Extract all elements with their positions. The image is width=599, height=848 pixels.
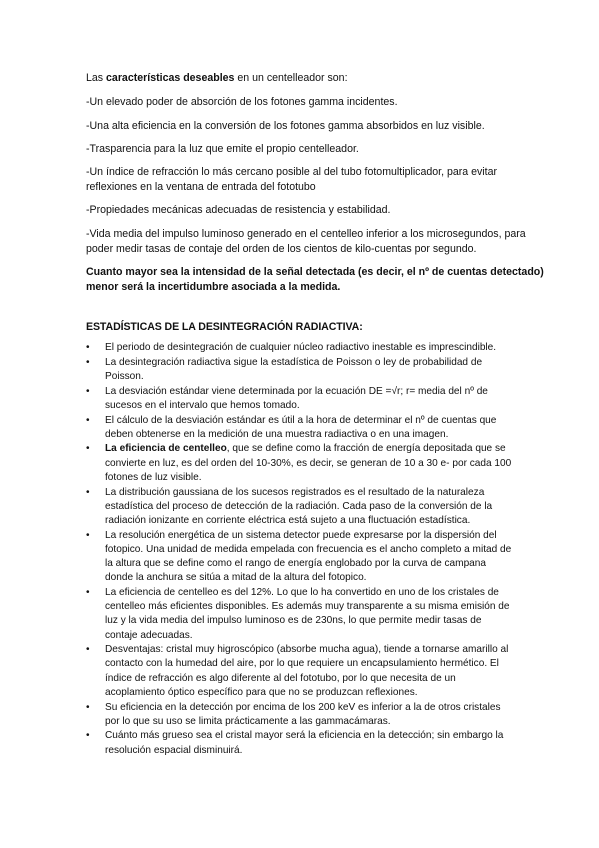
list-item xyxy=(86,586,526,643)
feature-line: -Propiedades mecánicas adecuadas de resistencia y estabilidad. xyxy=(86,204,391,216)
list-item-line: convierte en luz, es del orden del 10-30%, es decir, se generan de 10 a 30 e- por cada 100 xyxy=(105,457,512,469)
feature-efficiency xyxy=(86,119,518,134)
list-item-line: La desviación estándar viene determinada por la ecuación DE =√r; r= media del nº de xyxy=(105,385,488,397)
feature-refraction xyxy=(86,165,518,195)
list-item-line: contaje adecuadas. xyxy=(105,629,193,641)
bullet-icon: • xyxy=(86,356,90,368)
list-item-line: Su eficiencia en la detección por encima de los 200 keV es inferior a la de otros cristales xyxy=(105,701,501,713)
list-item-line: la altura que se define como el rango de energía englobado por la curva de campana xyxy=(105,558,487,570)
feature-line: poder medir tasas de contaje del orden de los cientos de kilo-cuentas por segundo. xyxy=(86,243,477,255)
feature-line: reflexiones en la ventana de entrada del fototubo xyxy=(86,181,316,193)
bullet-icon: • xyxy=(86,342,90,353)
intro-prefix: Las xyxy=(86,72,107,84)
list-item-line: Desventajas: cristal muy higroscópico (absorbe mucha agua), tiende a tornarse amarillo al xyxy=(105,644,509,656)
feature-line: -Un índice de refracción lo más cercano posible al del tubo fotomultiplicador, para evitar xyxy=(86,166,498,178)
list-item xyxy=(86,442,526,485)
list-item-line: fotones de luz visible. xyxy=(105,471,202,483)
bullet-icon: • xyxy=(86,730,90,742)
feature-line: -Trasparencia para la luz que emite el propio centelleador. xyxy=(86,143,359,155)
feature-line: -Vida media del impulso luminoso generado en el centelleo inferior a los microsegundos, para xyxy=(86,228,526,240)
bullet-icon: • xyxy=(86,644,90,656)
list-item-line: fotopico. Una unidad de medida empelada con frecuencia es el ancho completo a mitad de xyxy=(105,543,512,555)
list-item-line: luz y la vida media del impulso luminoso es de 230ns, lo que permite medir tasas de xyxy=(105,615,482,627)
list-item xyxy=(86,414,526,442)
list-item-line: centelleo más eficientes disponibles. Es además muy transparente a su misma emisión de xyxy=(105,601,510,613)
section-heading: ESTADÍSTICAS DE LA DESINTEGRACIÓN RADIACTIVA: xyxy=(86,321,363,333)
list-item xyxy=(86,486,526,529)
list-item xyxy=(86,701,526,729)
bullet-icon: • xyxy=(86,701,90,713)
list-item-line: deben obtenerse en la medición de una muestra radiactiva o en una imagen. xyxy=(105,428,449,440)
feature-lifetime xyxy=(86,227,526,257)
bullet-icon: • xyxy=(86,385,90,397)
list-item-line: donde la anchura se sitúa a mitad de la altura del fotopico. xyxy=(105,572,367,584)
feature-absorption xyxy=(86,95,518,110)
list-item-line: La distribución gaussiana de los sucesos registrados es el resultado de la naturaleza xyxy=(105,486,485,498)
bullet-icon: • xyxy=(86,443,90,455)
feature-line: -Una alta eficiencia en la conversión de los fotones gamma absorbidos en luz visible. xyxy=(86,120,485,132)
bullet-icon: • xyxy=(86,586,90,598)
list-item-line: Poisson. xyxy=(105,370,144,382)
feature-mechanical xyxy=(86,203,518,218)
list-item xyxy=(86,729,526,757)
list-item-line: El cálculo de la desviación estándar es útil a la hora de determinar el nº de cuentas que xyxy=(105,414,497,426)
list-item-line: sucesos en el intervalo que hemos tomado. xyxy=(105,399,300,411)
bold-term: La eficiencia de centelleo xyxy=(105,443,227,455)
list-item-line: La eficiencia de centelleo es del 12%. Lo que lo ha convertido en uno de los cristales de xyxy=(105,586,499,598)
bullet-icon: • xyxy=(86,414,90,426)
list-item-line: resolución espacial disminuirá. xyxy=(105,744,243,756)
feature-transparency xyxy=(86,142,518,157)
list-item-line xyxy=(105,442,526,456)
feature-line: -Un elevado poder de absorción de los fotones gamma incidentes. xyxy=(86,96,398,108)
list-item-line: índice de refracción es algo diferente al del fototubo, por lo que necesita de un xyxy=(105,672,456,684)
bullet-icon: • xyxy=(86,486,90,498)
list-item xyxy=(86,385,526,413)
bullet-list xyxy=(86,341,526,758)
list-item xyxy=(86,643,526,700)
bold-statement-line: Cuanto mayor sea la intensidad de la señal detectada (es decir, el nº de cuentas detectado) xyxy=(86,266,544,278)
list-item-line: por lo que su uso se limita prácticamente a las gammacámaras. xyxy=(105,715,391,727)
intro-bold-term: características deseables xyxy=(106,72,235,84)
list-item-line: La desintegración radiactiva sigue la estadística de Poisson o ley de probabilidad de xyxy=(105,356,483,368)
intro-paragraph xyxy=(86,71,518,86)
list-item xyxy=(86,341,526,355)
intro-suffix: en un centelleador son: xyxy=(234,72,348,84)
list-item-line: La resolución energética de un sistema detector puede expresarse por la dispersión del xyxy=(105,529,497,541)
bullet-icon: • xyxy=(86,529,90,541)
bold-statement xyxy=(86,265,544,295)
list-item-line: radiación ionizante en corriente eléctrica está sujeto a una fluctuación estadística. xyxy=(105,514,471,526)
list-item-line: El periodo de desintegración de cualquier núcleo radiactivo inestable es imprescindible. xyxy=(105,342,497,353)
list-item-line: acoplamiento óptico específico para que no se produzcan reflexiones. xyxy=(105,686,418,698)
list-item-line: contacto con la humedad del aire, por lo que requiere un encapsulamiento hermético. El xyxy=(105,658,499,670)
list-item xyxy=(86,529,526,586)
list-item-line: estadística del proceso de detección de la radiación. Cada paso de la conversión de la xyxy=(105,500,493,512)
bold-statement-line: menor será la incertidumbre asociada a la medida. xyxy=(86,281,341,293)
list-item-text: , que se define como la fracción de energía depositada que se xyxy=(226,443,506,455)
list-item-line: Cuánto más grueso sea el cristal mayor será la eficiencia en la detección; sin embargo la xyxy=(105,730,504,742)
list-item xyxy=(86,356,526,384)
